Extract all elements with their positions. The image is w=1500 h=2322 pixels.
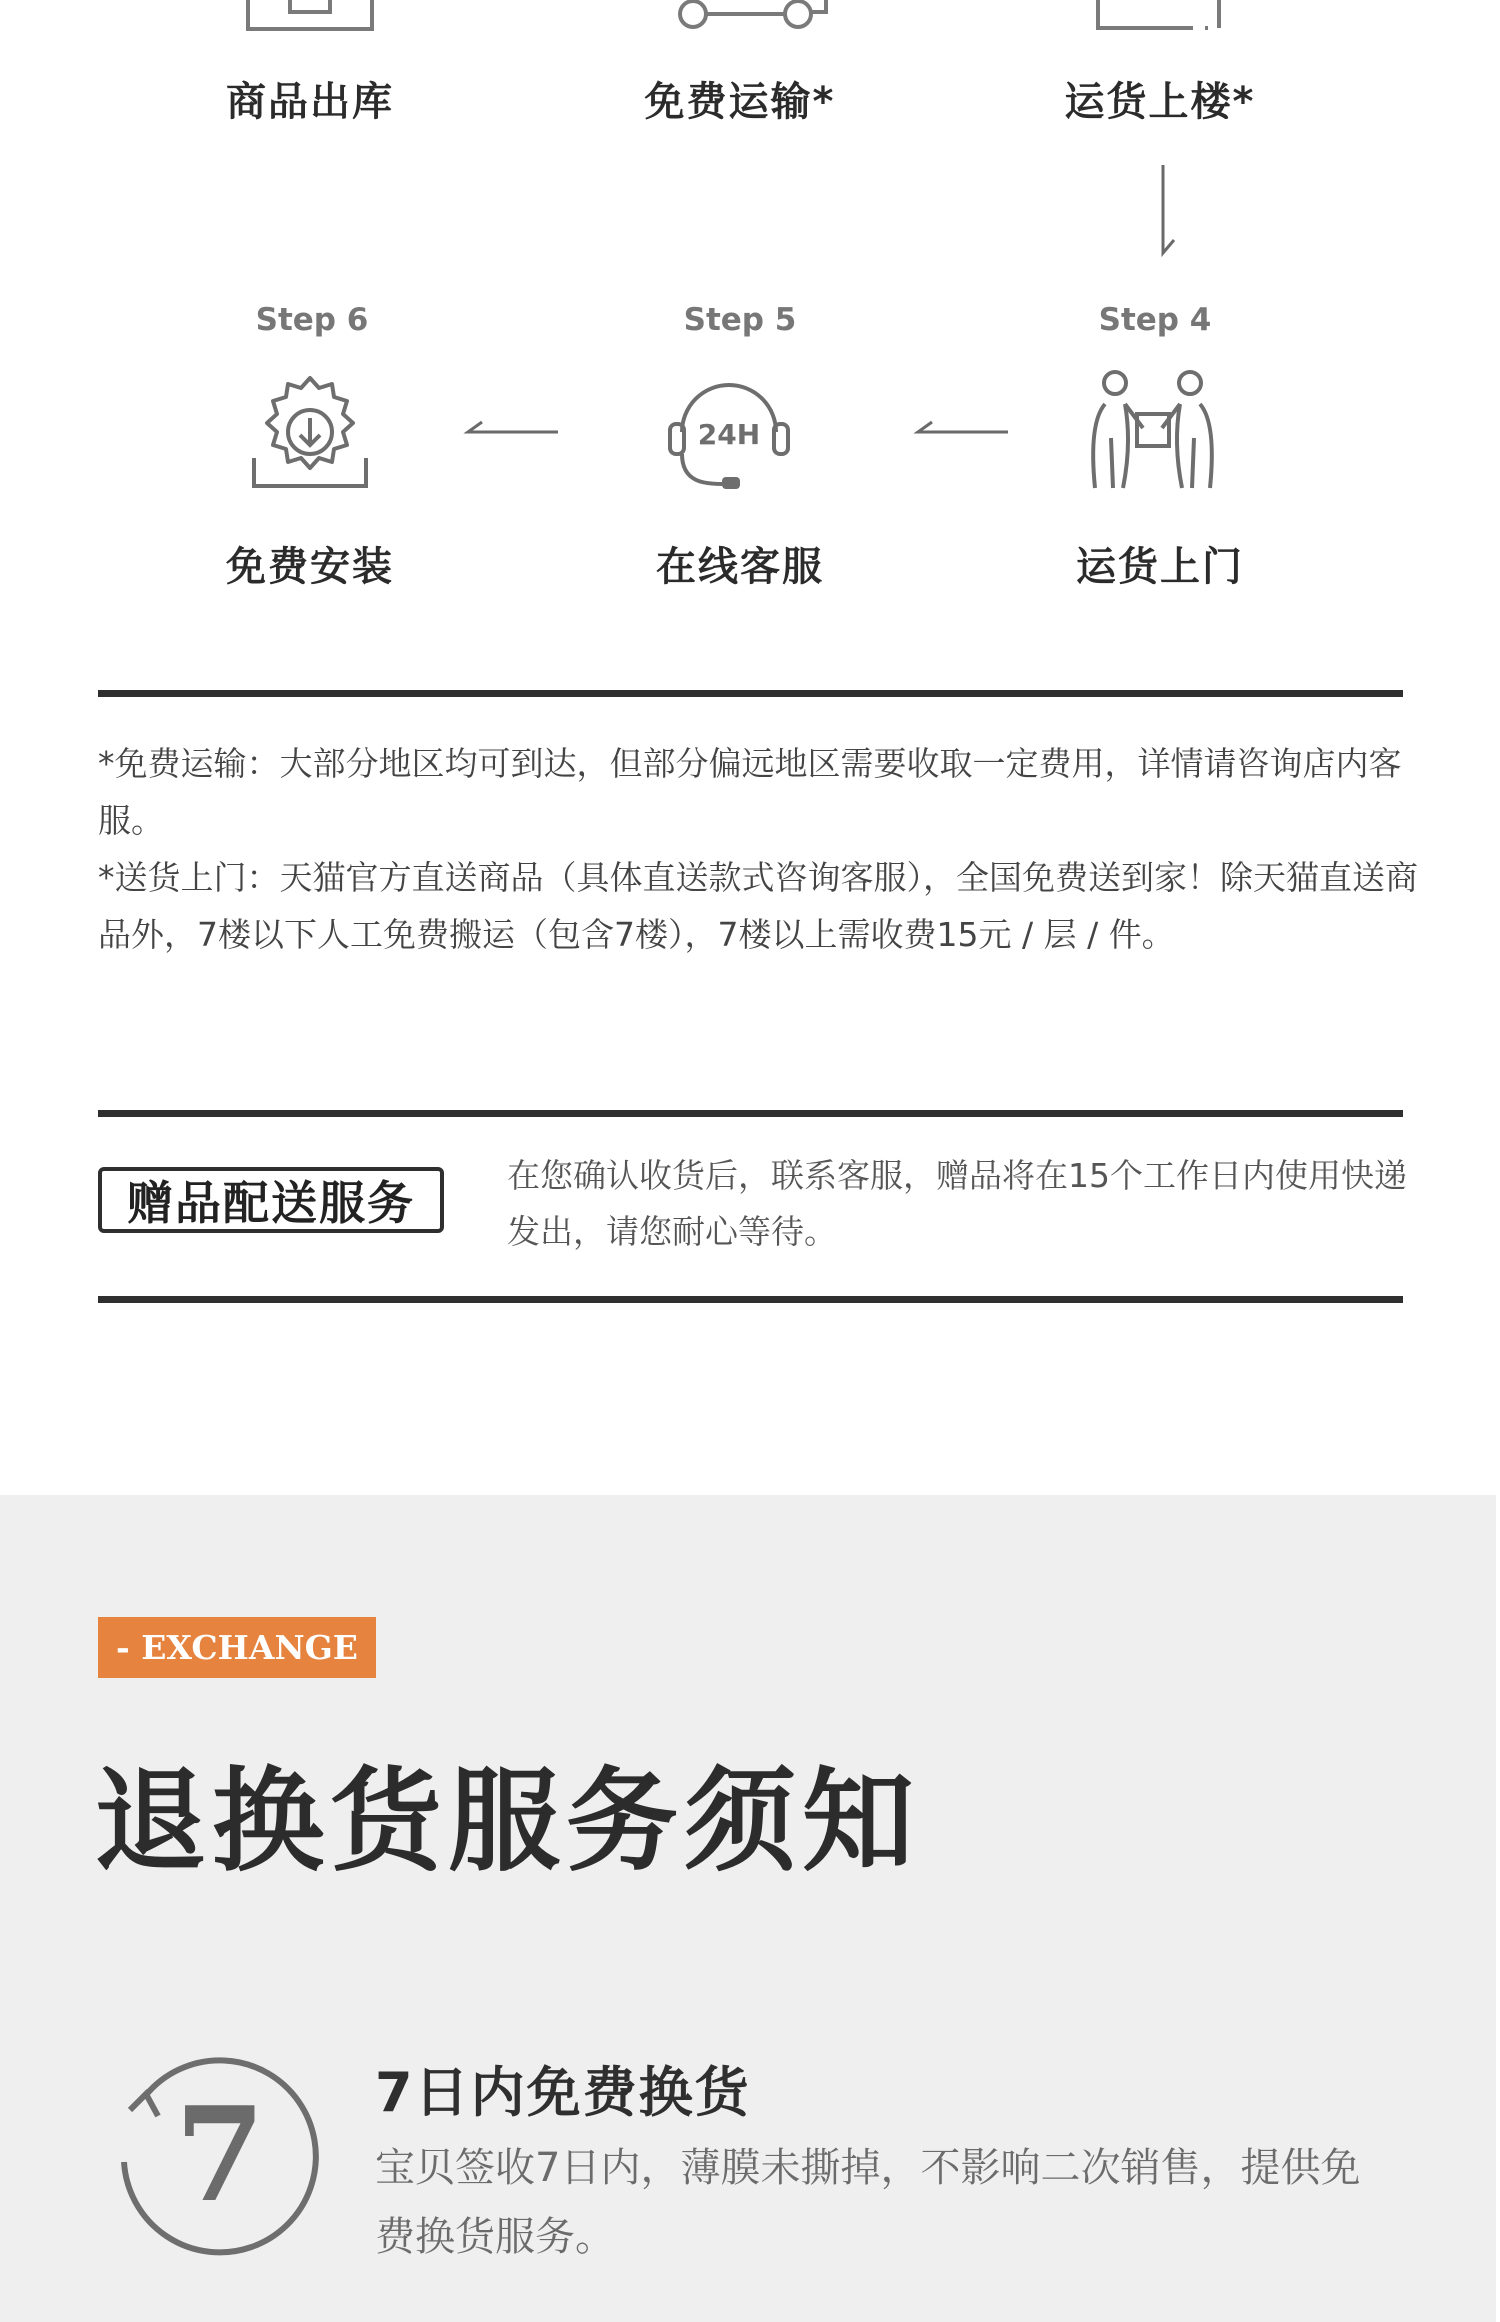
- step-label-install: 免费安装: [226, 544, 394, 590]
- divider: [98, 1110, 1403, 1117]
- exchange-title: 退换货服务须知: [94, 1756, 920, 1887]
- installation-gear-icon: [248, 368, 373, 493]
- exchange-tag: - EXCHANGE: [98, 1617, 376, 1678]
- exchange-item-desc: 宝贝签收7日内，薄膜未撕掉，不影响二次销售，提供免费换货服务。: [375, 2145, 1361, 2260]
- gift-delivery-text: 在您确认收货后，联系客服，赠品将在15个工作日内使用快递发出，请您耐心等待。: [507, 1156, 1407, 1251]
- step-label-upstairs: 运货上楼*: [1064, 79, 1256, 125]
- shipping-notes: [98, 735, 1418, 963]
- step-label-free-transport: 免费运输*: [644, 79, 836, 125]
- step-number-4: Step 4: [1098, 302, 1212, 338]
- headset-24h-text: 24H: [697, 418, 761, 451]
- warehouse-icon: [245, 0, 375, 32]
- divider: [98, 1296, 1403, 1303]
- stairs-icon: [1095, 0, 1235, 32]
- gift-delivery-badge: 赠品配送服务: [98, 1167, 444, 1233]
- divider: [98, 690, 1403, 697]
- arrow-left-icon: [912, 418, 1012, 448]
- seven-day-number: 7: [174, 2078, 266, 2231]
- step-number-6: Step 6: [255, 302, 369, 338]
- step-number-5: Step 5: [683, 302, 797, 338]
- step-label-online-service: 在线客服: [656, 544, 824, 590]
- arrow-left-icon: [462, 418, 562, 448]
- note-door-delivery: *送货上门：天猫官方直送商品（具体直送款式咨询客服），全国免费送到家！除天猫直送商品外，7楼以下人工免费搬运（包含7楼），7楼以上需收费15元 / 层 / 件。: [98, 858, 1418, 954]
- exchange-item-title: 7日内免费换货: [375, 2061, 751, 2124]
- step-label-door-delivery: 运货上门: [1076, 544, 1244, 590]
- delivery-people-icon: [1085, 368, 1220, 493]
- note-free-transport: *免费运输：大部分地区均可到达，但部分偏远地区需要收取一定费用，详情请咨询店内客服。: [98, 744, 1402, 840]
- truck-icon: [668, 0, 828, 34]
- arrow-down-icon: [1150, 160, 1180, 260]
- step-label-outbound: 商品出库: [226, 79, 394, 125]
